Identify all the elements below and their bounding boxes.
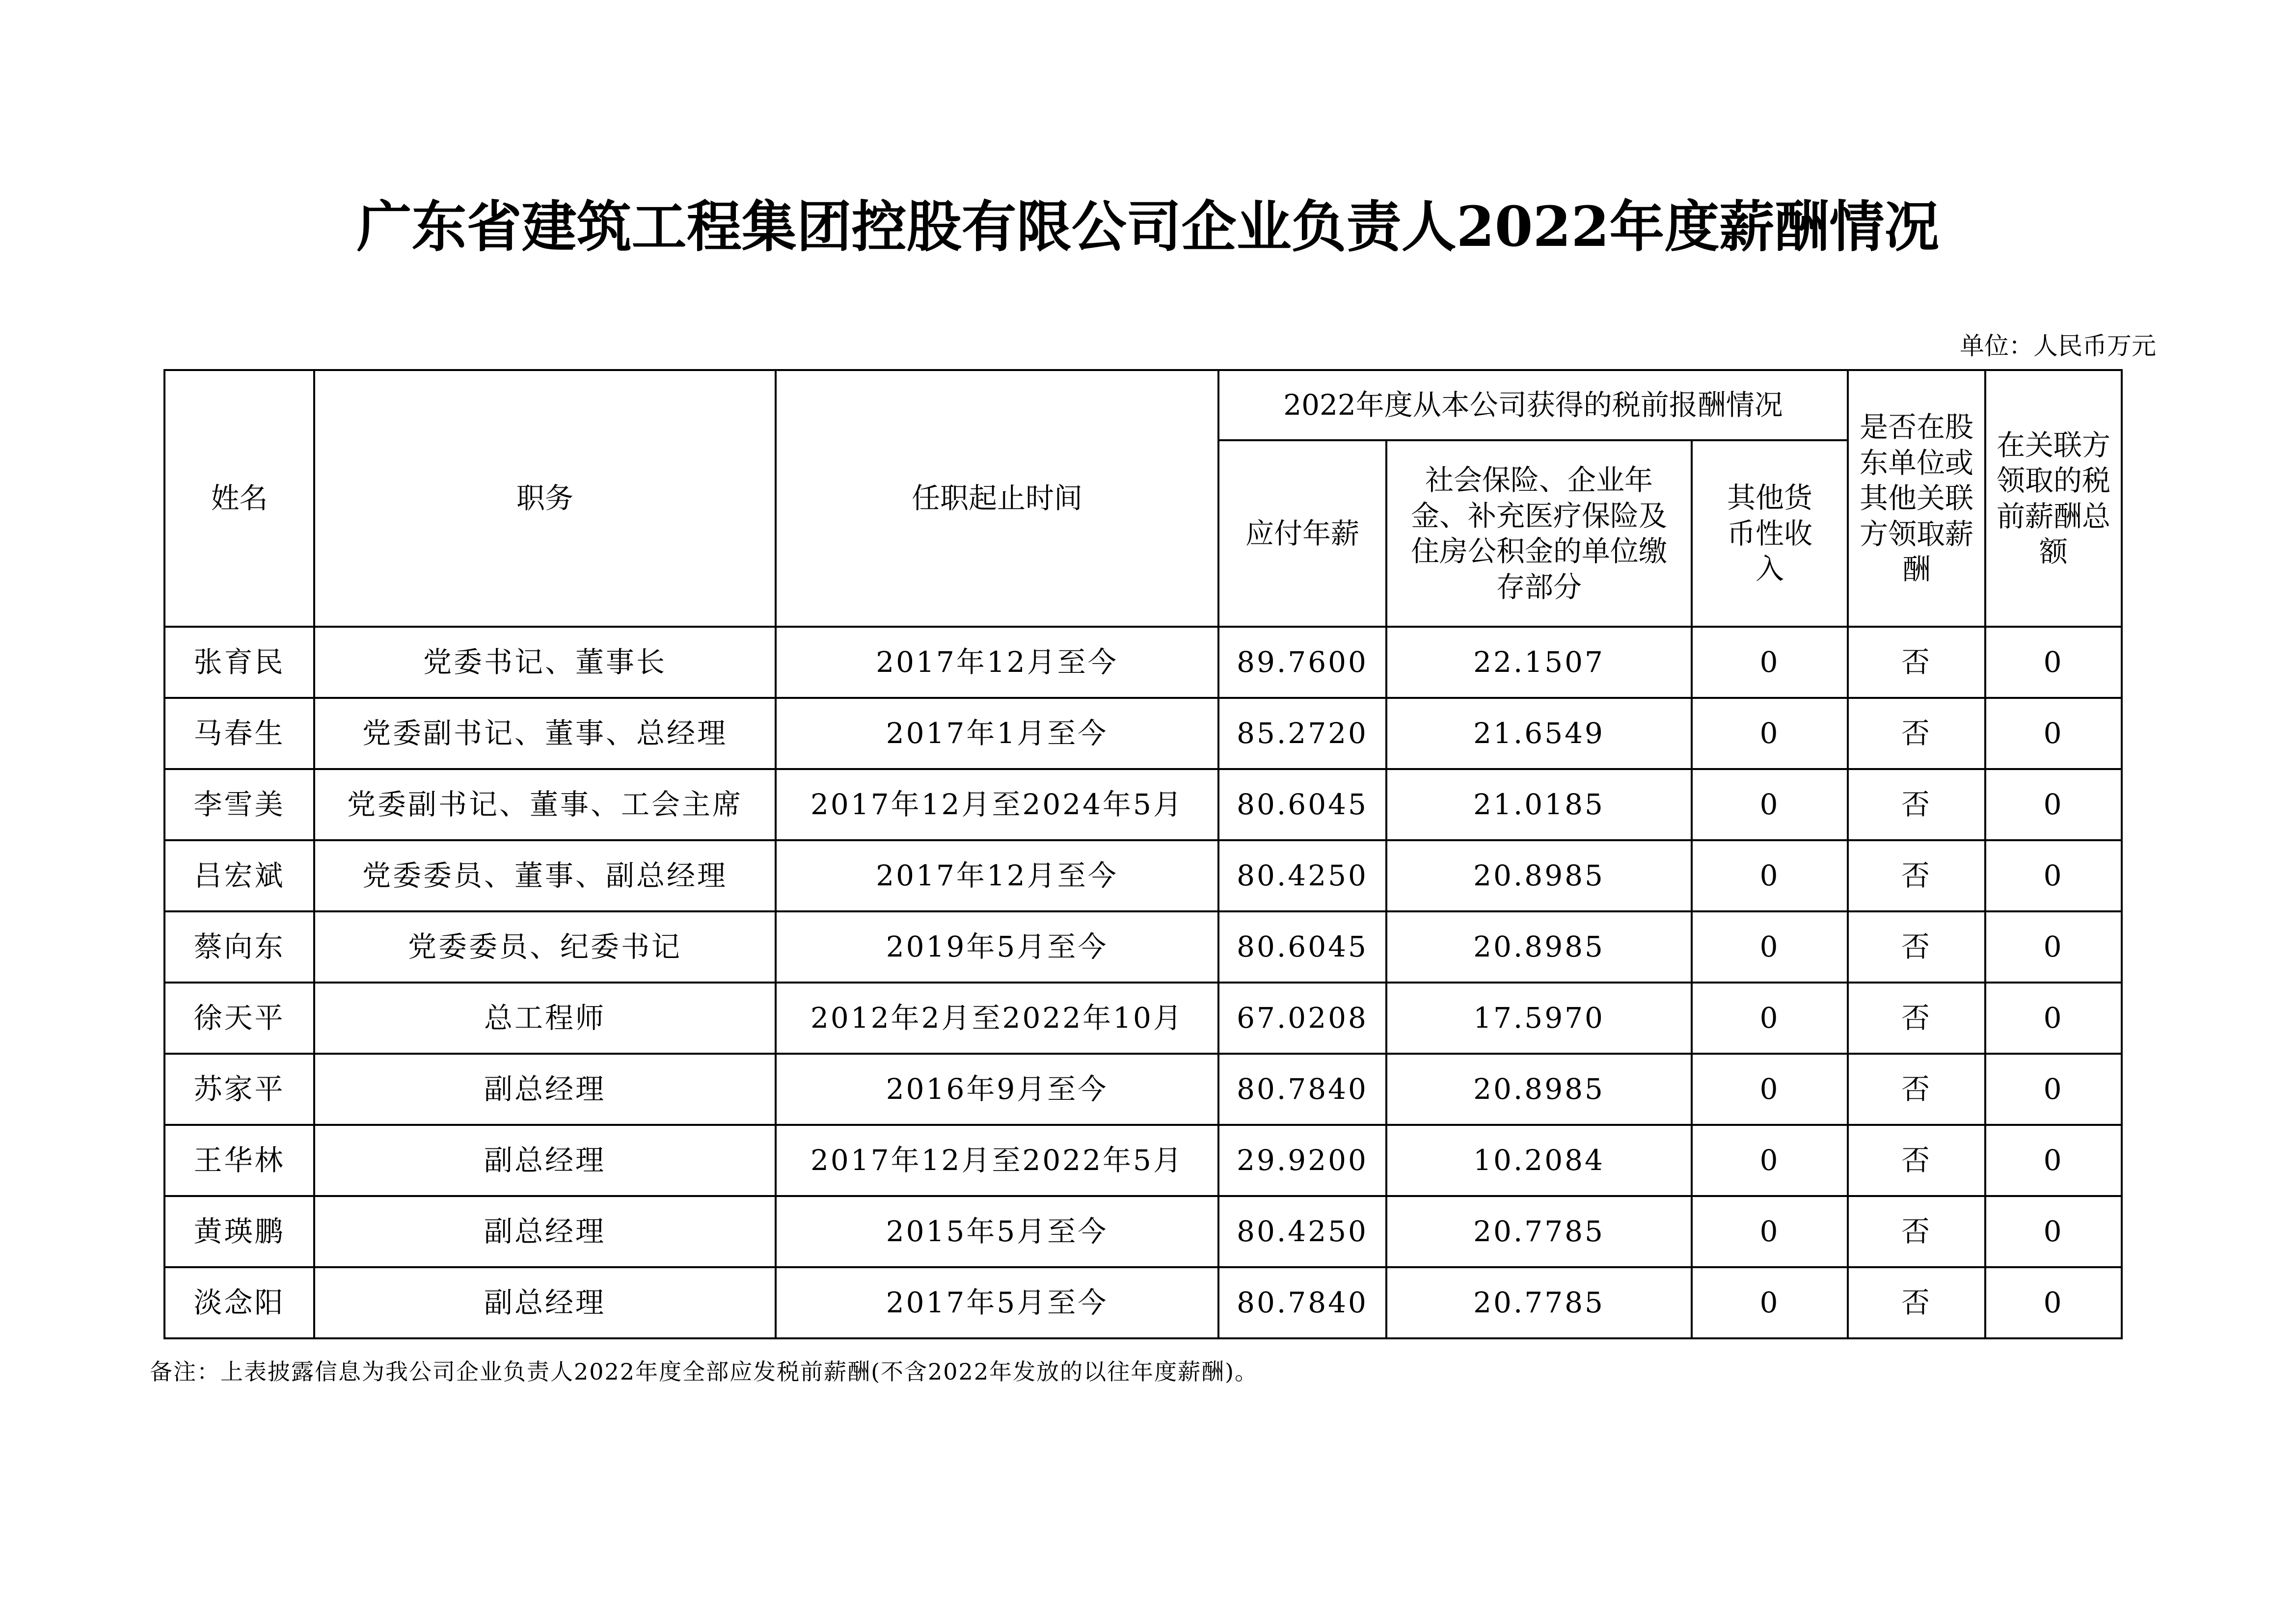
cell-salary: 89.7600 bbox=[1218, 627, 1386, 698]
cell-insurance: 17.5970 bbox=[1386, 983, 1692, 1054]
table-body bbox=[164, 627, 2122, 1338]
cell-term: 2017年5月至今 bbox=[776, 1267, 1218, 1338]
document-title: 广东省建筑工程集团控股有限公司企业负责人2022年度薪酬情况 bbox=[356, 195, 1940, 259]
cell-other-income: 0 bbox=[1692, 840, 1848, 911]
cell-position: 党委委员、纪委书记 bbox=[314, 911, 776, 983]
cell-term: 2012年2月至2022年10月 bbox=[776, 983, 1218, 1054]
table-row bbox=[164, 698, 2122, 769]
cell-shareholder-pay: 否 bbox=[1848, 769, 1985, 840]
table-row bbox=[164, 840, 2122, 911]
cell-name: 黄瑛鹏 bbox=[164, 1196, 314, 1267]
cell-insurance: 20.8985 bbox=[1386, 840, 1692, 911]
cell-insurance: 20.7785 bbox=[1386, 1267, 1692, 1338]
header-salary: 应付年薪 bbox=[1218, 440, 1386, 627]
cell-related-total: 0 bbox=[1985, 1125, 2122, 1196]
cell-name: 吕宏斌 bbox=[164, 840, 314, 911]
cell-term: 2017年12月至今 bbox=[776, 627, 1218, 698]
cell-shareholder-pay: 否 bbox=[1848, 627, 1985, 698]
cell-insurance: 10.2084 bbox=[1386, 1125, 1692, 1196]
cell-related-total: 0 bbox=[1985, 840, 2122, 911]
cell-other-income: 0 bbox=[1692, 1125, 1848, 1196]
cell-shareholder-pay: 否 bbox=[1848, 983, 1985, 1054]
cell-shareholder-pay: 否 bbox=[1848, 1196, 1985, 1267]
cell-term: 2017年12月至2022年5月 bbox=[776, 1125, 1218, 1196]
table-row bbox=[164, 627, 2122, 698]
header-term: 任职起止时间 bbox=[776, 370, 1218, 627]
cell-salary: 29.9200 bbox=[1218, 1125, 1386, 1196]
cell-other-income: 0 bbox=[1692, 1054, 1848, 1125]
table-row bbox=[164, 1267, 2122, 1338]
cell-name: 苏家平 bbox=[164, 1054, 314, 1125]
cell-term: 2017年12月至2024年5月 bbox=[776, 769, 1218, 840]
cell-salary: 80.7840 bbox=[1218, 1267, 1386, 1338]
cell-other-income: 0 bbox=[1692, 769, 1848, 840]
cell-other-income: 0 bbox=[1692, 911, 1848, 983]
cell-related-total: 0 bbox=[1985, 1196, 2122, 1267]
cell-shareholder-pay: 否 bbox=[1848, 1054, 1985, 1125]
cell-related-total: 0 bbox=[1985, 627, 2122, 698]
cell-shareholder-pay: 否 bbox=[1848, 1267, 1985, 1338]
header-position: 职务 bbox=[314, 370, 776, 627]
cell-shareholder-pay: 否 bbox=[1848, 911, 1985, 983]
table-row bbox=[164, 769, 2122, 840]
cell-insurance: 21.6549 bbox=[1386, 698, 1692, 769]
cell-name: 马春生 bbox=[164, 698, 314, 769]
cell-related-total: 0 bbox=[1985, 1267, 2122, 1338]
cell-related-total: 0 bbox=[1985, 769, 2122, 840]
cell-salary: 80.7840 bbox=[1218, 1054, 1386, 1125]
cell-name: 蔡向东 bbox=[164, 911, 314, 983]
cell-term: 2015年5月至今 bbox=[776, 1196, 1218, 1267]
cell-position: 党委委员、董事、副总经理 bbox=[314, 840, 776, 911]
cell-salary: 80.6045 bbox=[1218, 769, 1386, 840]
cell-other-income: 0 bbox=[1692, 983, 1848, 1054]
cell-insurance: 20.8985 bbox=[1386, 911, 1692, 983]
cell-name: 淡念阳 bbox=[164, 1267, 314, 1338]
header-related-total: 在关联方领取的税前薪酬总额 bbox=[1985, 370, 2122, 627]
cell-shareholder-pay: 否 bbox=[1848, 840, 1985, 911]
header-group: 2022年度从本公司获得的税前报酬情况 bbox=[1218, 370, 1848, 440]
header-other-income: 其他货币性收入 bbox=[1692, 440, 1848, 627]
footnote: 备注：上表披露信息为我公司企业负责人2022年度全部应发税前薪酬(不含2022年发放的以往年度薪酬)。 bbox=[150, 1358, 1259, 1385]
cell-term: 2017年12月至今 bbox=[776, 840, 1218, 911]
cell-insurance: 20.7785 bbox=[1386, 1196, 1692, 1267]
cell-name: 张育民 bbox=[164, 627, 314, 698]
header-insurance: 社会保险、企业年金、补充医疗保险及住房公积金的单位缴存部分 bbox=[1386, 440, 1692, 627]
cell-term: 2019年5月至今 bbox=[776, 911, 1218, 983]
table-row bbox=[164, 911, 2122, 983]
cell-insurance: 20.8985 bbox=[1386, 1054, 1692, 1125]
table-row bbox=[164, 983, 2122, 1054]
cell-position: 党委书记、董事长 bbox=[314, 627, 776, 698]
cell-other-income: 0 bbox=[1692, 1196, 1848, 1267]
cell-position: 副总经理 bbox=[314, 1196, 776, 1267]
cell-position: 副总经理 bbox=[314, 1125, 776, 1196]
cell-other-income: 0 bbox=[1692, 698, 1848, 769]
cell-position: 副总经理 bbox=[314, 1054, 776, 1125]
table-header bbox=[164, 370, 2122, 627]
cell-insurance: 22.1507 bbox=[1386, 627, 1692, 698]
cell-related-total: 0 bbox=[1985, 911, 2122, 983]
cell-term: 2016年9月至今 bbox=[776, 1054, 1218, 1125]
cell-salary: 80.6045 bbox=[1218, 911, 1386, 983]
cell-shareholder-pay: 否 bbox=[1848, 698, 1985, 769]
cell-insurance: 21.0185 bbox=[1386, 769, 1692, 840]
cell-position: 副总经理 bbox=[314, 1267, 776, 1338]
cell-salary: 85.2720 bbox=[1218, 698, 1386, 769]
cell-related-total: 0 bbox=[1985, 1054, 2122, 1125]
cell-shareholder-pay: 否 bbox=[1848, 1125, 1985, 1196]
cell-name: 王华林 bbox=[164, 1125, 314, 1196]
cell-salary: 80.4250 bbox=[1218, 1196, 1386, 1267]
cell-other-income: 0 bbox=[1692, 627, 1848, 698]
cell-position: 总工程师 bbox=[314, 983, 776, 1054]
cell-salary: 80.4250 bbox=[1218, 840, 1386, 911]
cell-term: 2017年1月至今 bbox=[776, 698, 1218, 769]
header-name: 姓名 bbox=[164, 370, 314, 627]
table-row bbox=[164, 1054, 2122, 1125]
salary-table bbox=[163, 369, 2123, 1339]
cell-name: 李雪美 bbox=[164, 769, 314, 840]
cell-position: 党委副书记、董事、工会主席 bbox=[314, 769, 776, 840]
cell-name: 徐天平 bbox=[164, 983, 314, 1054]
cell-position: 党委副书记、董事、总经理 bbox=[314, 698, 776, 769]
cell-salary: 67.0208 bbox=[1218, 983, 1386, 1054]
cell-other-income: 0 bbox=[1692, 1267, 1848, 1338]
cell-related-total: 0 bbox=[1985, 698, 2122, 769]
table-row bbox=[164, 1196, 2122, 1267]
header-shareholder-pay: 是否在股东单位或其他关联方领取薪酬 bbox=[1848, 370, 1985, 627]
unit-label: 单位：人民币万元 bbox=[1960, 332, 2156, 360]
table-row bbox=[164, 1125, 2122, 1196]
cell-related-total: 0 bbox=[1985, 983, 2122, 1054]
